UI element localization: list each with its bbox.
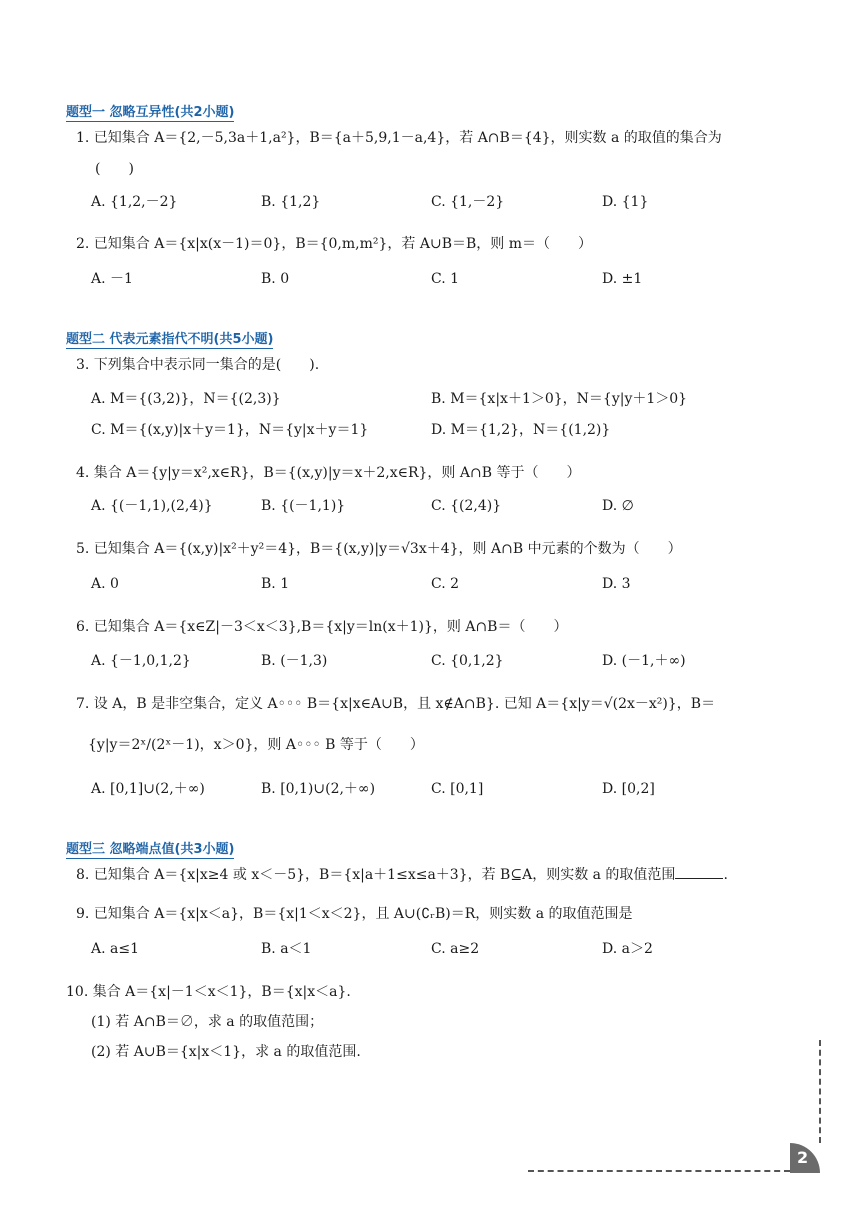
q5-option-b: B. 1 [261,576,290,592]
question-8-stem [76,866,728,884]
q7-option-d: D. [0,2] [602,781,655,797]
q4-option-b: B. {(－1,1)} [261,498,346,514]
q3-option-b: B. M＝{x|x＋1＞0}，N＝{y|y＋1＞0} [431,391,688,407]
question-10-part-1: (1) 若 A∩B＝∅，求 a 的取值范围； [91,1014,324,1030]
q7-option-a: A. [0,1]∪(2,＋∞) [91,781,205,797]
q6-option-c: C. {0,1,2} [431,653,504,669]
q6-option-d: D. (－1,＋∞) [602,653,686,669]
question-3-stem: 3. 下列集合中表示同一集合的是( ). [76,357,320,373]
q3-option-a: A. M＝{(3,2)}，N＝{(2,3)} [91,391,281,407]
q1-option-d: D. {1} [602,194,649,210]
q2-option-b: B. 0 [261,271,290,287]
q5-option-d: D. 3 [602,576,631,592]
q3-option-d: D. M＝{1,2}，N＝{(1,2)} [431,422,611,438]
section-heading-2: 题型二 代表元素指代不明(共5小题) [66,328,273,349]
q9-option-a: A. a≤1 [91,941,139,957]
question-6-stem: 6. 已知集合 A＝{x∈Z|－3＜x＜3},B＝{x|y＝ln(x＋1)}，则 A∩B＝（ ） [76,619,568,635]
q4-option-a: A. {(－1,1),(2,4)} [91,498,213,514]
q1-option-c: C. {1,－2} [431,194,505,210]
q2-option-a: A. －1 [91,271,133,287]
section-heading-1: 题型一 忽略互异性(共2小题) [66,101,234,122]
question-7-stem-cont: {y|y＝2ˣ/(2ˣ－1)，x＞0}，则 A◦◦◦ B 等于（ ） [88,737,424,753]
question-5-stem: 5. 已知集合 A＝{(x,y)|x²＋y²＝4}，B＝{(x,y)|y＝√3x＋4}，则 A∩B 中元素的个数为（ ） [76,541,682,557]
margin-dashed-line-horizontal [528,1170,790,1172]
q5-option-c: C. 2 [431,576,460,592]
question-10-stem: 10. 集合 A＝{x|－1＜x＜1}，B＝{x|x＜a}. [66,984,351,1000]
page-number-badge: 2 [790,1143,820,1173]
q7-option-b: B. [0,1)∪(2,＋∞) [261,781,376,797]
question-10-part-2: (2) 若 A∪B＝{x|x＜1}，求 a 的取值范围. [91,1044,361,1060]
question-8-end: . [723,867,728,883]
margin-dashed-line-vertical [819,1040,821,1143]
q6-option-b: B. (－1,3) [261,653,328,669]
question-1-stem: 1. 已知集合 A＝{2,－5,3a＋1,a²}，B＝{a＋5,9,1－a,4}，若 A∩B＝{4}，则实数 a 的取值的集合为 [76,130,722,146]
q9-option-d: D. a＞2 [602,941,653,957]
q5-option-a: A. 0 [91,576,119,592]
q1-option-a: A. {1,2,－2} [91,194,178,210]
q4-option-d: D. ∅ [602,498,634,514]
q9-option-b: B. a＜1 [261,941,312,957]
q4-option-c: C. {(2,4)} [431,498,502,514]
q9-option-c: C. a≥2 [431,941,480,957]
question-1-stem-cont: ( ) [95,161,134,177]
question-2-stem: 2. 已知集合 A＝{x|x(x－1)＝0}，B＝{0,m,m²}，若 A∪B＝B，则 m＝（ ） [76,236,592,252]
q2-option-d: D. ±1 [602,271,643,287]
section-heading-3: 题型三 忽略端点值(共3小题) [66,838,234,859]
question-9-stem: 9. 已知集合 A＝{x|x＜a}，B＝{x|1＜x＜2}，且 A∪(∁ᵣB)＝R，则实数 a 的取值范围是 [76,906,633,922]
question-8-text: 8. 已知集合 A＝{x|x≥4 或 x＜－5}，B＝{x|a＋1≤x≤a＋3}，若 B⊆A，则实数 a 的取值范围 [76,867,676,883]
q1-option-b: B. {1,2} [261,194,321,210]
question-7-stem: 7. 设 A，B 是非空集合，定义 A◦◦◦ B＝{x|x∈A∪B，且 x∉A∩B}. 已知 A＝{x|y＝√(2x－x²)}，B＝ [76,696,716,712]
q3-option-c: C. M＝{(x,y)|x＋y＝1}，N＝{y|x＋y＝1} [91,422,369,438]
q6-option-a: A. {－1,0,1,2} [91,653,191,669]
answer-blank[interactable] [675,878,723,879]
q2-option-c: C. 1 [431,271,460,287]
q7-option-c: C. [0,1] [431,781,484,797]
question-4-stem: 4. 集合 A＝{y|y＝x²,x∈R}，B＝{(x,y)|y＝x＋2,x∈R}，则 A∩B 等于（ ） [76,465,581,481]
